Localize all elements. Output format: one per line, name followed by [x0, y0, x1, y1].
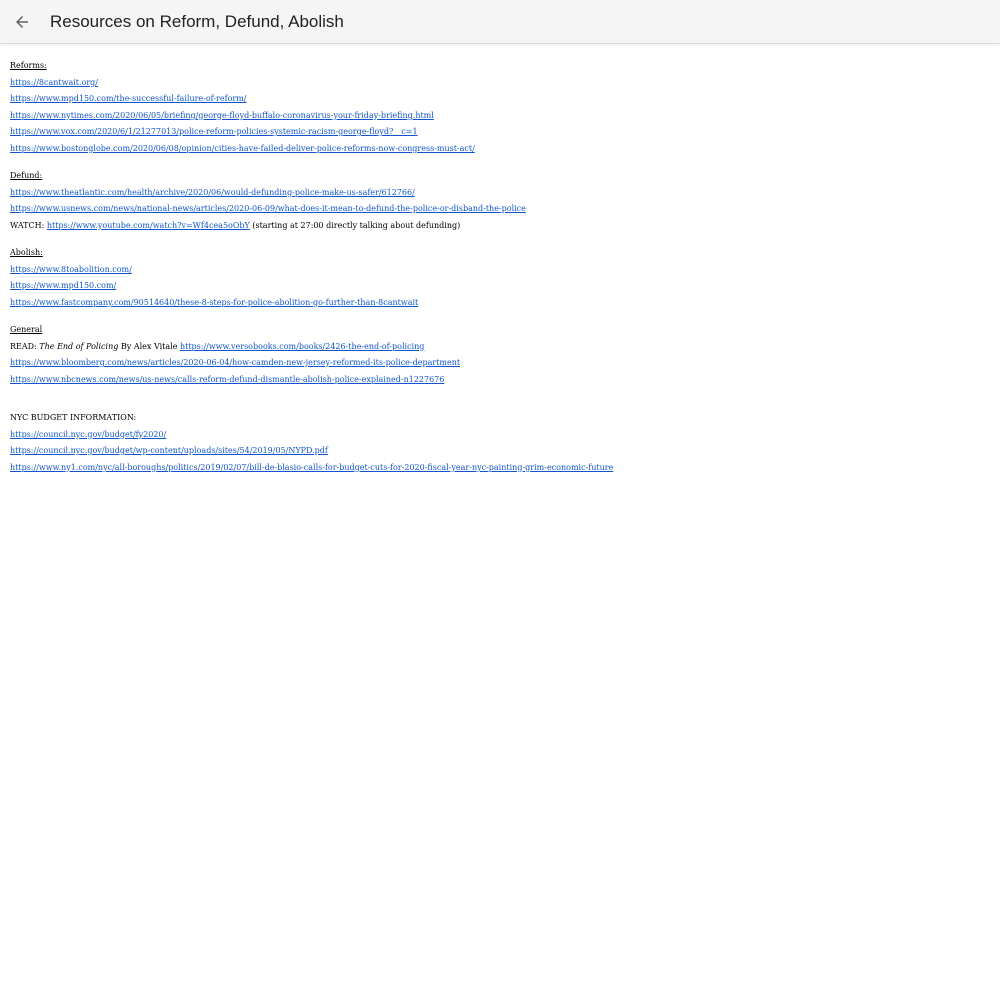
budget-heading: NYC BUDGET INFORMATION:: [10, 413, 137, 422]
arrow-left-icon: [13, 13, 31, 31]
watch-note: (starting at 27:00 directly talking about defunding): [249, 220, 461, 230]
defund-heading: Defund:: [10, 171, 43, 180]
book-title: The End of Policing: [39, 341, 119, 351]
budget-link[interactable]: https://council.nyc.gov/budget/fy2020/: [10, 429, 167, 439]
budget-link[interactable]: https://www.ny1.com/nyc/all-boroughs/politics/2019/02/07/bill-de-blasio-calls-for-budget-cuts-for-2020-fiscal-year-nyc-painting-grim-economic-future: [10, 462, 614, 472]
abolish-link[interactable]: https://www.mpd150.com/: [10, 281, 117, 290]
reforms-link[interactable]: https://8cantwait.org/: [10, 77, 98, 87]
read-label: READ:: [10, 341, 40, 351]
reforms-link[interactable]: https://www.vox.com/2020/6/1/21277013/police-reform-policies-systemic-racism-george-floyd?__c=1: [10, 127, 418, 136]
spacer: [10, 399, 995, 410]
budget-link[interactable]: https://council.nyc.gov/budget/wp-content/uploads/sites/54/2019/05/NYPD.pdf: [10, 446, 328, 455]
reforms-link[interactable]: https://www.nytimes.com/2020/06/05/briefing/george-floyd-buffalo-coronavirus-your-friday-briefing.html: [10, 110, 434, 120]
app-bar: [0, 0, 1000, 44]
section-defund: [10, 168, 995, 234]
defund-link[interactable]: https://www.theatlantic.com/health/archive/2020/06/would-defunding-police-make-us-safer/612766/: [10, 187, 415, 197]
reforms-heading: Reforms:: [10, 61, 47, 70]
reforms-link[interactable]: https://www.bostonglobe.com/2020/06/08/opinion/cities-have-failed-deliver-police-reforms-now-congress-must-act/: [10, 143, 475, 153]
abolish-link[interactable]: https://www.fastcompany.com/90514640/these-8-steps-for-police-abolition-go-further-than-8cantwait: [10, 297, 419, 307]
book-link[interactable]: https://www.versobooks.com/books/2426-the-end-of-policing: [179, 341, 425, 351]
section-reforms: [10, 58, 995, 157]
read-line: [10, 339, 995, 356]
watch-line: [10, 218, 995, 235]
watch-link[interactable]: https://www.youtube.com/watch?v=Wf4cea5oObY: [46, 220, 250, 230]
watch-label: WATCH:: [10, 220, 47, 230]
section-budget: [10, 410, 995, 476]
defund-link[interactable]: https://www.usnews.com/news/national-news/articles/2020-06-09/what-does-it-mean-to-defund-the-police-or-disband-the-police: [10, 204, 526, 213]
page-title: Resources on Reform, Defund, Abolish: [50, 11, 344, 31]
document-body: [10, 58, 995, 487]
section-abolish: [10, 245, 995, 311]
abolish-link[interactable]: https://www.8toabolition.com/: [10, 264, 132, 274]
section-general: [10, 322, 995, 388]
general-heading: General: [10, 325, 43, 334]
reforms-link[interactable]: https://www.mpd150.com/the-successful-failure-of-reform/: [10, 94, 247, 103]
abolish-heading: Abolish:: [10, 248, 43, 257]
general-link[interactable]: https://www.bloomberg.com/news/articles/2020-06-04/how-camden-new-jersey-reformed-its-police-department: [10, 358, 461, 367]
general-link[interactable]: https://www.nbcnews.com/news/us-news/calls-reform-defund-dismantle-abolish-police-explained-n1227676: [10, 374, 445, 384]
back-button[interactable]: [0, 0, 44, 44]
book-author: By Alex Vitale: [118, 341, 180, 351]
